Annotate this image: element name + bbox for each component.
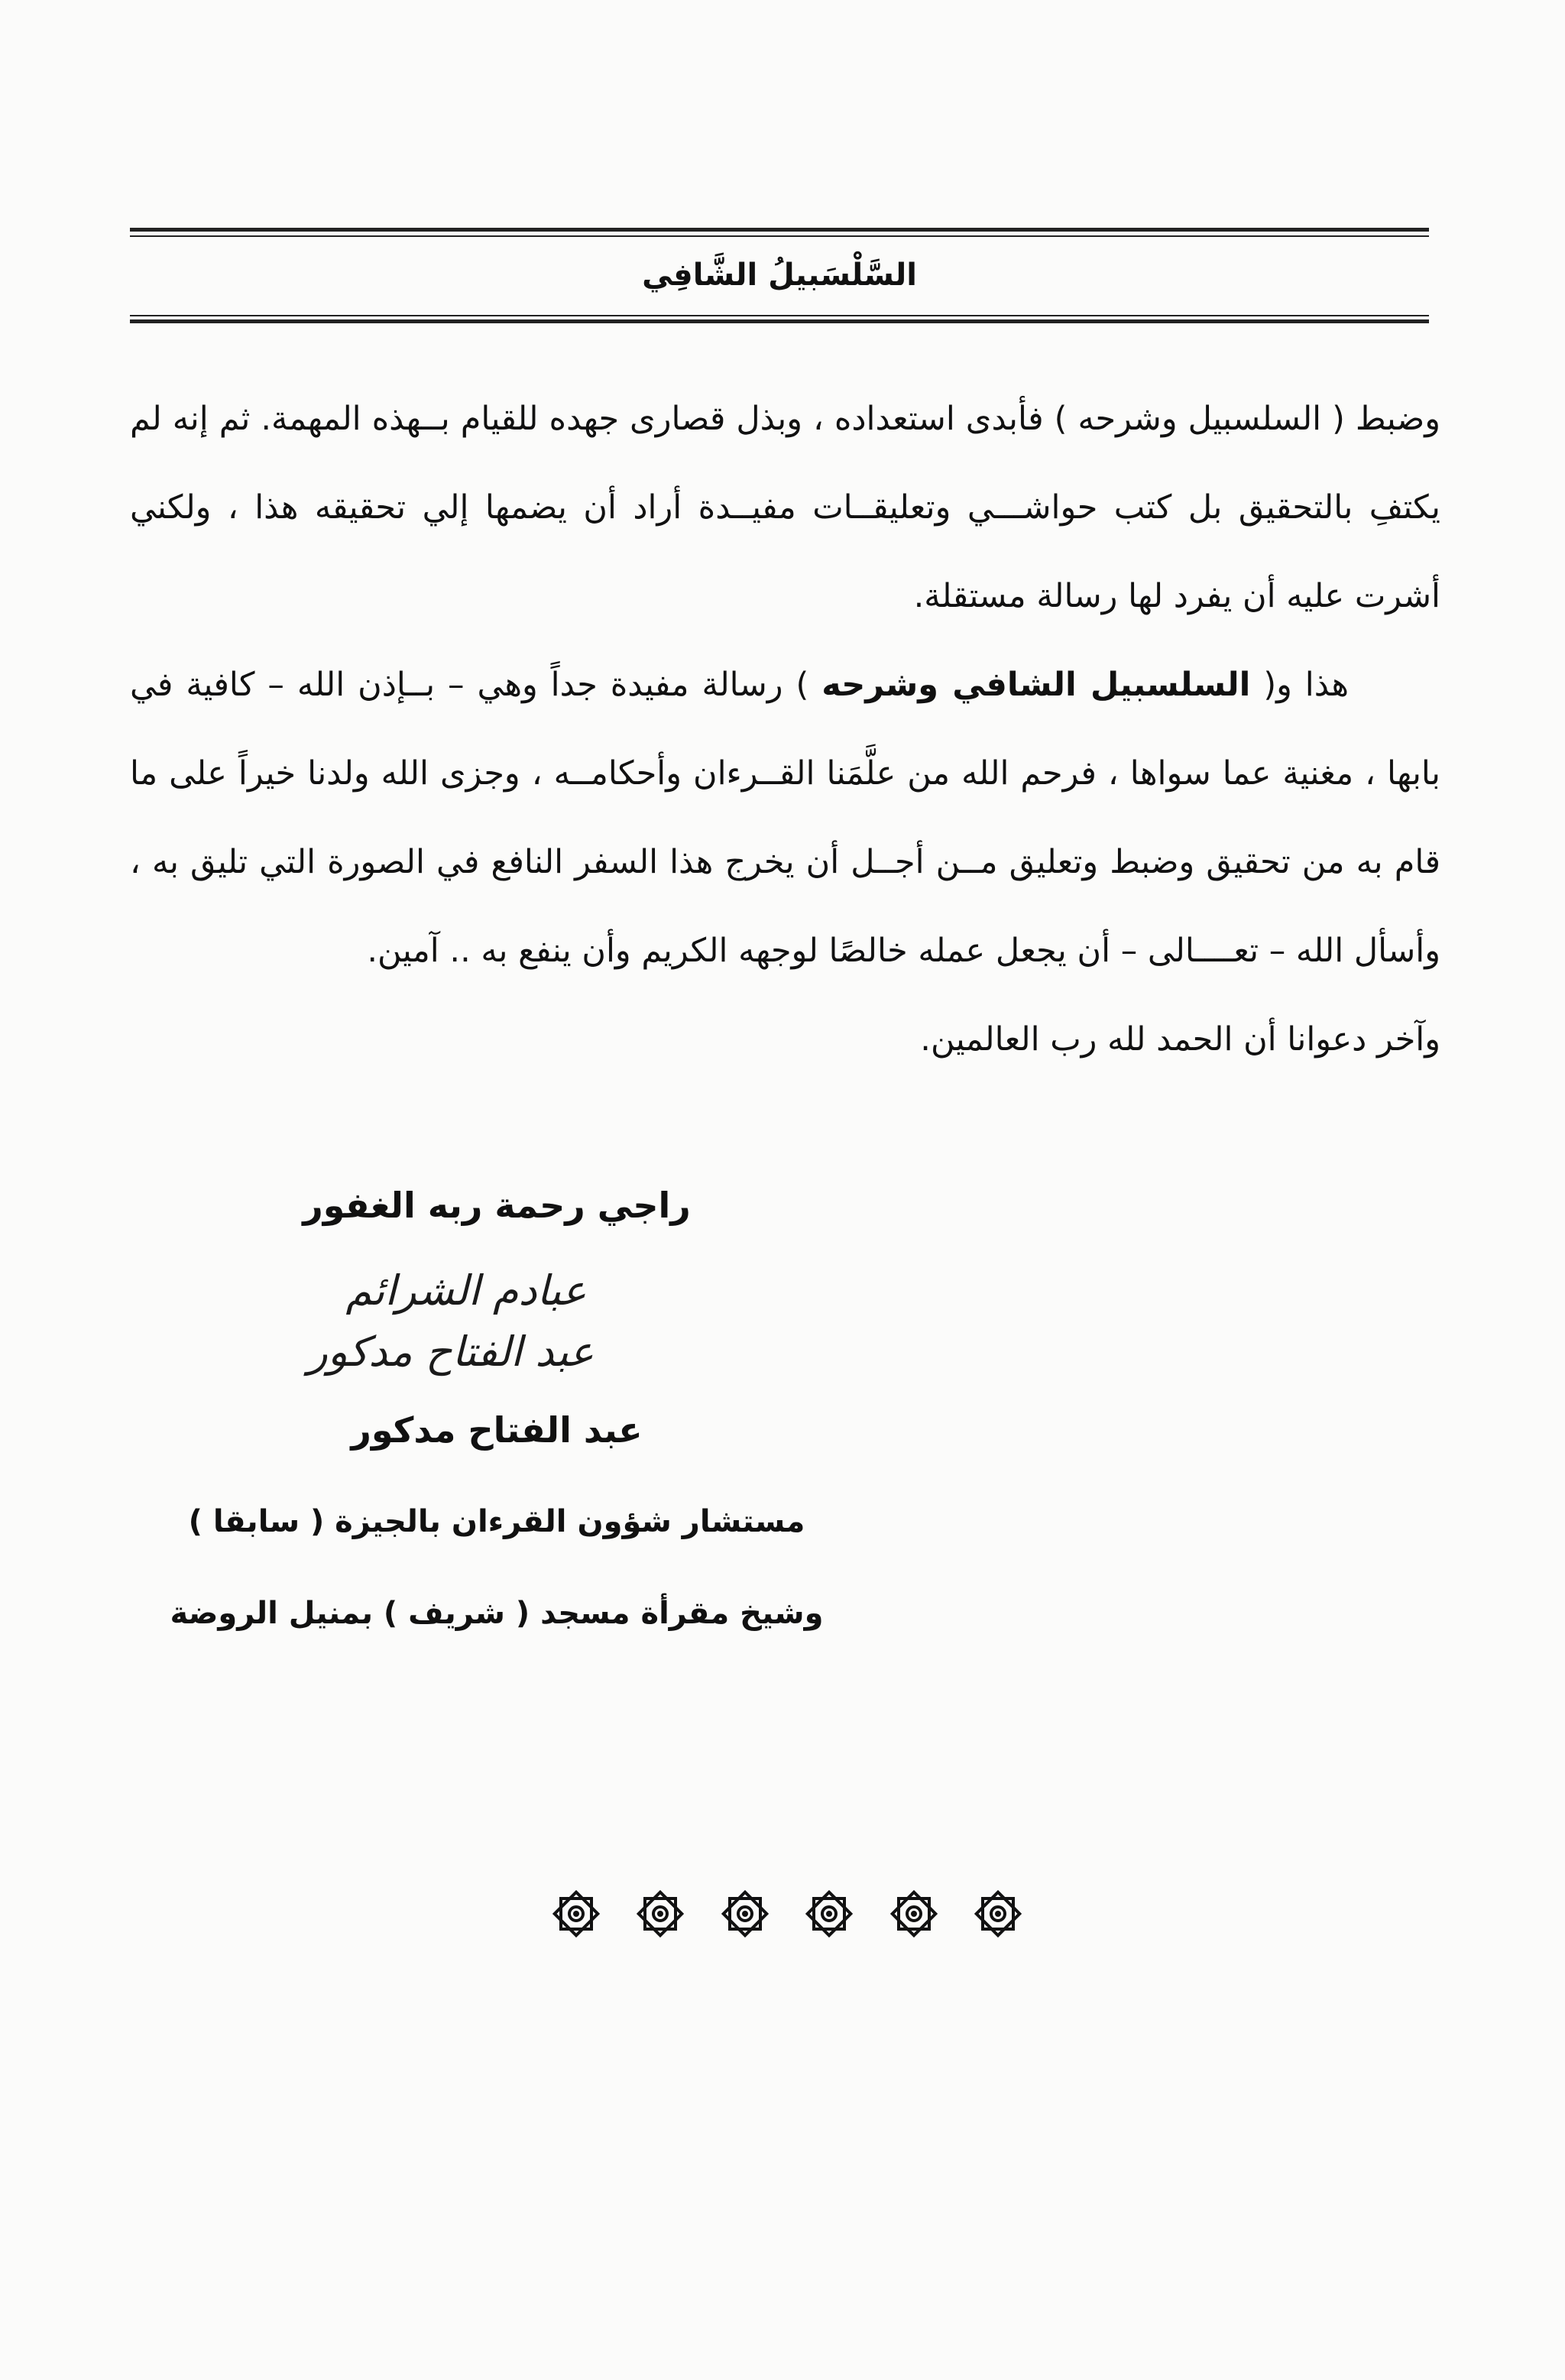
paragraph-1: وضبط ( السلسبيل وشرحه ) فأبدى استعداده ، وبذل قصارى جهده للقيام بــهذه المهمة. ثم إنه لم يكتفِ بالتحقيق بل كتب حواشـــي وتعليقــات مفيــدة أراد أن يضمها إلي تحقيقه هذا ، ولكني أشرت عليه أن يفرد لها رسالة مستقلة. bbox=[130, 400, 1440, 615]
signature-block bbox=[153, 1181, 841, 1638]
handwritten-signature-line-1: عبادم الشرائم bbox=[345, 1266, 587, 1315]
header-rule-bottom-thin bbox=[130, 315, 1429, 316]
eight-point-star-ornament-icon bbox=[972, 1888, 1024, 1940]
author-title-2: وشيخ مقرأة مسجد ( شريف ) بمنيل الروضة bbox=[170, 1596, 824, 1631]
closing-line: وآخر دعوانا أن الحمد لله رب العالمين. bbox=[920, 1020, 1440, 1059]
eight-point-star-ornament-icon bbox=[550, 1888, 602, 1940]
author-name: عبد الفتاح مدكور bbox=[351, 1409, 643, 1451]
signature-prefix: راجي رحمة ربه الغفور bbox=[303, 1185, 691, 1226]
eight-point-star-ornament-icon bbox=[719, 1888, 771, 1940]
header-rule-top-thin bbox=[130, 235, 1429, 237]
author-title-1: مستشار شؤون القرءان بالجيزة ( سابقا ) bbox=[188, 1504, 805, 1539]
handwritten-signature-line-2: عبد الفتاح مدكور bbox=[307, 1328, 595, 1376]
ornament-row bbox=[550, 1888, 1024, 1940]
body-text bbox=[130, 375, 1440, 1084]
header-rule-bottom bbox=[130, 319, 1429, 323]
running-header-title: السَّلْسَبيلُ الشَّافِي bbox=[642, 258, 917, 293]
eight-point-star-ornament-icon bbox=[803, 1888, 855, 1940]
eight-point-star-ornament-icon bbox=[634, 1888, 686, 1940]
header-rule-top bbox=[130, 228, 1429, 232]
paragraph-2: هذا و( السلسبيل الشافي وشرحه ) رسالة مفيدة جداً وهي – بــإذن الله – كافية في بابها ، مغنية عما سواها ، فرحم الله من علَّمَنا القــرءان وأحكامــه ، وجزى الله ولدنا خيراً على ما قام به من تحقيق وضبط وتعليق مــن أجــل أن يخرج هذا السفر النافع في الصورة التي تليق به ، وأسأل الله – تعــــالى – أن يجعل عمله خالصًا لوجهه الكريم وأن ينفع به .. آمين. bbox=[130, 666, 1440, 970]
book-title-bold: السلسبيل الشافي وشرحه bbox=[821, 666, 1251, 704]
eight-point-star-ornament-icon bbox=[888, 1888, 940, 1940]
